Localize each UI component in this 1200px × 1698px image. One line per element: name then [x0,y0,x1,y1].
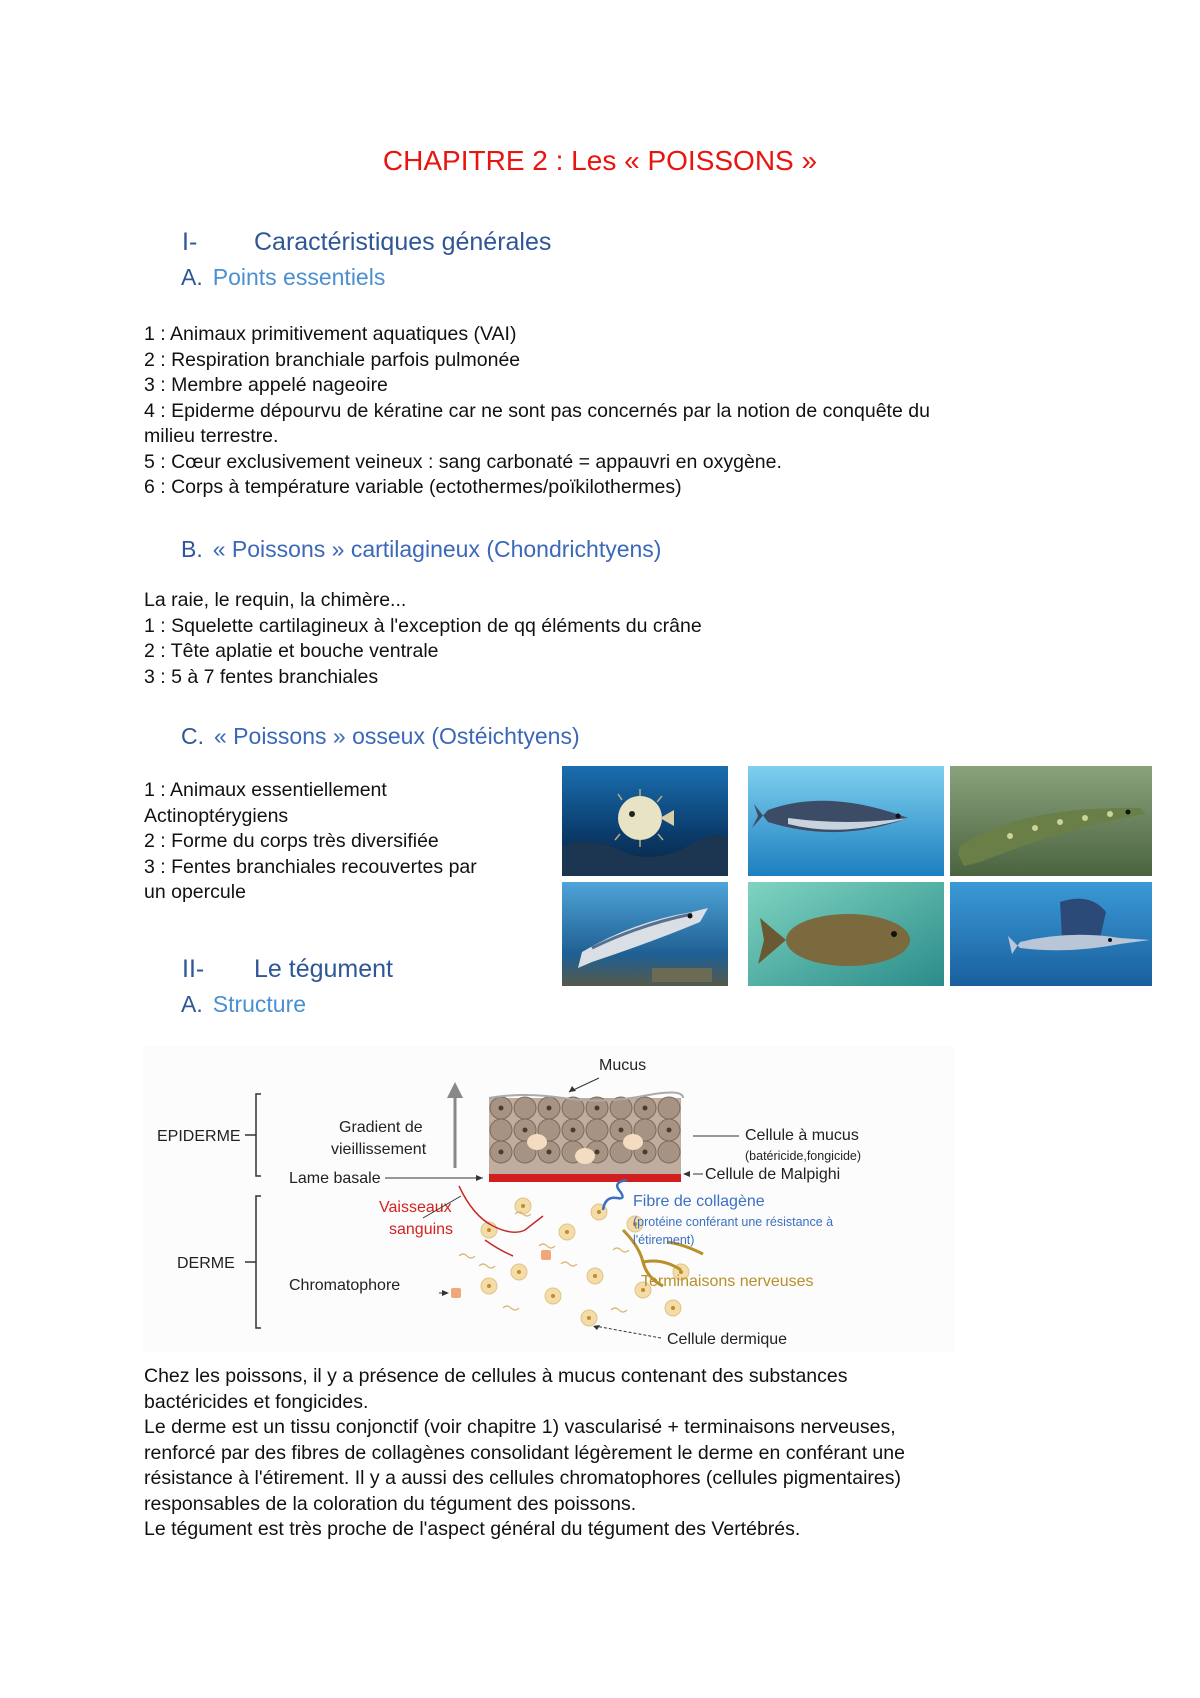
paragraph-line: résistance à l'étirement. Il y a aussi des cellules chromatophores (cellules pigmentaires) [144,1467,901,1489]
list-item: 1 : Squelette cartilagineux à l'exception de qq éléments du crâne [144,614,702,637]
paragraph-line: bactéricides et fongicides. [144,1390,369,1413]
section-number: II- [182,955,205,983]
gradient-label-2: vieillissement [331,1141,427,1158]
section-title: Caractéristiques générales [254,228,552,256]
subsection-number: A. [181,264,203,290]
chromatophore-label: Chromatophore [289,1277,401,1294]
section-heading-2 [182,955,393,984]
list-item: 3 : Membre appelé nageoire [144,374,388,396]
paragraph-line: Chez les poissons, il y a présence de cellules à mucus contenant des substances [144,1365,848,1387]
list-item: 3 : 5 à 7 fentes branchiales [144,665,379,688]
paragraph-line: Le tégument est très proche de l'aspect général du tégument des Vertébrés. [144,1518,801,1540]
list-item: 6 : Corps à température variable (ectothermes/poïkilothermes) [144,476,682,498]
list-item: 1 : Animaux essentiellement [144,779,387,801]
paragraph-line: Le derme est un tissu conjonctif (voir chapitre 1) vascularisé + terminaisons nerveuses, [144,1416,896,1438]
lame-label: Lame basale [289,1170,381,1187]
list-item: La raie, le requin, la chimère... [144,589,407,611]
photo-pufferfish [562,766,728,876]
list-item: 1 : Animaux primitivement aquatiques (VAI) [144,323,517,345]
photo-carp [748,882,944,986]
subsection-heading-a [181,264,385,291]
section-title: Le tégument [254,955,393,983]
epidermal-cells [489,1092,683,1178]
collagene-sub-1: (protéine conférant une résistance à [633,1215,834,1229]
list-item: un opercule [144,881,246,903]
lame-basale-bar [489,1174,681,1182]
subsection-title: « Poissons » osseux (Ostéichtyens) [214,723,580,749]
list-item: 2 : Forme du corps très diversifiée [144,830,439,852]
section-number: I- [182,228,198,256]
subsection-heading-b [181,536,661,563]
nerveuses-label: Terminaisons nerveuses [641,1273,814,1290]
list-item: 2 : Respiration branchiale parfois pulmonée [144,348,521,371]
gradient-label-1: Gradient de [339,1119,423,1136]
subsection-number: A. [181,991,203,1017]
subsection-title: Structure [212,991,307,1017]
photo-tuna [748,766,944,876]
subsection-number: C. [181,723,204,749]
skin-structure-diagram [143,1046,955,1352]
points-list-b [144,588,702,690]
points-list-a [144,322,930,501]
subsection-number: B. [181,536,203,562]
vaisseaux-label-1: Vaisseaux [379,1199,452,1216]
malpighi-label: Cellule de Malpighi [705,1166,841,1183]
dermique-label: Cellule dermique [667,1331,788,1348]
list-item: milieu terrestre. [144,425,279,447]
photo-pike [950,766,1152,876]
vaisseaux-label-2: sanguins [389,1221,454,1238]
list-item: 5 : Cœur exclusivement veineux : sang carbonaté = appauvri en oxygène. [144,450,782,473]
photo-sailfish [950,882,1152,986]
cellule-mucus-label: Cellule à mucus [745,1127,859,1144]
collagene-sub-2: l'étirement) [633,1233,695,1247]
epiderme-label: EPIDERME [157,1128,241,1145]
section-heading-1 [182,228,551,257]
subsection-heading-structure [181,991,306,1018]
collagene-label: Fibre de collagène [633,1193,765,1210]
paragraph-line: renforcé par des fibres de collagènes consolidant légèrement le derme en conférant une [144,1441,905,1464]
list-item: 2 : Tête aplatie et bouche ventrale [144,640,439,662]
page-title: CHAPITRE 2 : Les « POISSONS » [382,145,818,176]
derme-label: DERME [177,1255,235,1272]
list-item: 3 : Fentes branchiales recouvertes par [144,855,477,878]
paragraph-line: responsables de la coloration du tégument des poissons. [144,1492,637,1515]
subsection-heading-c [181,723,580,750]
cellule-mucus-sub: (batéricide,fongicide) [745,1149,862,1163]
structure-paragraph [144,1364,905,1543]
list-item: Actinoptérygiens [144,804,289,827]
subsection-title: Points essentiels [212,264,386,290]
mucus-label: Mucus [599,1057,647,1074]
photo-sardine [562,882,728,986]
list-item: 4 : Epiderme dépourvu de kératine car ne sont pas concernés par la notion de conquête du [144,399,930,422]
subsection-title: « Poissons » cartilagineux (Chondrichtyens) [212,536,662,562]
fish-photo-collage [562,766,1152,986]
points-list-c [144,778,477,906]
